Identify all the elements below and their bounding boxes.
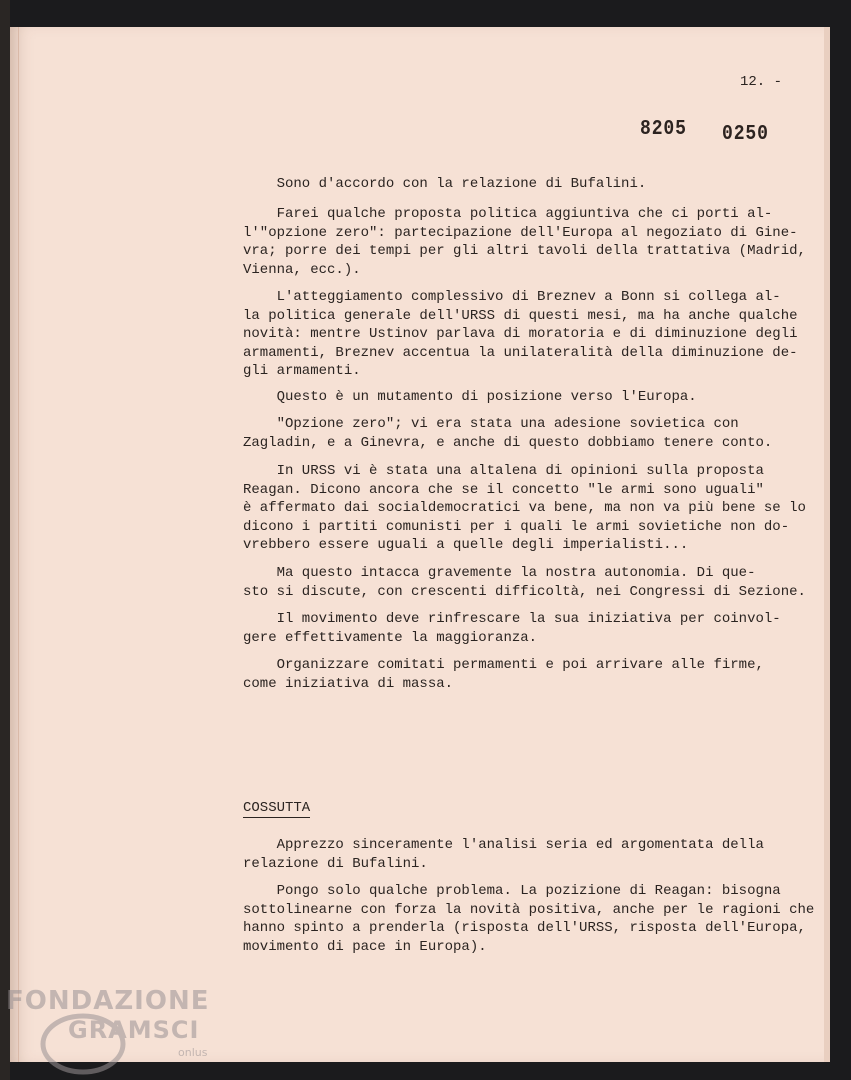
archive-stamp-number: 0250 — [722, 123, 769, 146]
text-line: relazione di Bufalini. — [243, 855, 428, 872]
paragraph — [243, 564, 806, 601]
text-line: sottolinearne con forza la novità positiva, anche per le ragioni che — [243, 901, 815, 918]
text-line: gli armamenti. — [243, 363, 361, 379]
paragraph — [243, 288, 798, 381]
text-line: Sono d'accordo con la relazione di Bufalini. — [243, 176, 647, 192]
speaker-heading: COSSUTTA — [243, 800, 311, 816]
text-line: Questo è un mutamento di posizione verso l'Europa. — [243, 389, 697, 405]
text-line: Apprezzo sinceramente l'analisi seria ed argomentata della — [243, 837, 764, 853]
text-line: L'atteggiamento complessivo di Breznev a Bonn si collega al- — [243, 289, 781, 305]
text-line: Vienna, ecc.). — [243, 261, 361, 278]
paragraph — [243, 388, 783, 407]
paragraph — [243, 205, 806, 279]
text-line: Organizzare comitati permamenti e poi arrivare alle firme, — [243, 657, 764, 673]
gutter-line — [18, 27, 19, 1062]
page-edge — [824, 27, 830, 1062]
binding-edge — [0, 0, 10, 1080]
page-number: 12. - — [740, 74, 783, 90]
paragraph — [243, 656, 783, 693]
text-line: armamenti, Breznev accentua la unilateralità della diminuzione de- — [243, 344, 798, 361]
watermark-line1: FONDAZIONE — [6, 986, 210, 1016]
text-line: movimento di pace in Europa). — [243, 938, 487, 955]
text-line: sto si discute, con crescenti difficoltà, nei Congressi di Sezione. — [243, 583, 806, 600]
watermark-line2: GRAMSCI — [68, 1016, 200, 1044]
text-line: Il movimento deve rinfrescare la sua iniziativa per coinvol- — [243, 611, 781, 627]
paragraph — [243, 836, 783, 873]
text-line: novità: mentre Ustinov parlava di moratoria e di diminuzione degli — [243, 326, 798, 342]
text-line: Farei qualche proposta politica aggiuntiva che ci porti al- — [243, 206, 773, 222]
archive-stamp-number: 8205 — [640, 118, 687, 141]
text-line: l'"opzione zero": partecipazione dell'Europa al negoziato di Gine- — [243, 224, 798, 241]
text-line: come iniziativa di massa. — [243, 675, 454, 692]
fondazione-gramsci-watermark — [6, 986, 226, 1076]
text-line: dicono i partiti comunisti per i quali le armi sovietiche non do- — [243, 518, 790, 535]
watermark-onlus: onlus — [178, 1046, 208, 1059]
text-line: la politica generale dell'URSS di questi mesi, ma ha anche qualche — [243, 307, 798, 324]
text-line: Zagladin, e a Ginevra, e anche di questo dobbiamo tenere conto. — [243, 434, 773, 451]
paragraph — [243, 462, 806, 555]
text-line: è affermato dai socialdemocratici va bene, ma non va più bene se lo — [243, 500, 806, 516]
text-line: Pongo solo qualche problema. La pozizione di Reagan: bisogna — [243, 883, 781, 899]
text-line: vrebbero essere uguali a quelle degli imperialisti... — [243, 537, 689, 553]
paragraph — [243, 882, 815, 956]
text-line: "Opzione zero"; vi era stata una adesione sovietica con — [243, 416, 739, 432]
paragraph — [243, 610, 783, 647]
paragraph — [243, 415, 783, 452]
text-line: vra; porre dei tempi per gli altri tavoli della trattativa (Madrid, — [243, 243, 806, 259]
paragraph — [243, 175, 783, 194]
text-line: hanno spinto a prenderla (risposta dell'URSS, risposta dell'Europa, — [243, 920, 806, 936]
text-line: gere effettivamente la maggioranza. — [243, 629, 538, 646]
text-line: In URSS vi è stata una altalena di opinioni sulla proposta — [243, 463, 764, 479]
text-line: Reagan. Dicono ancora che se il concetto "le armi sono uguali" — [243, 481, 764, 498]
text-line: Ma questo intacca gravemente la nostra autonomia. Di que- — [243, 565, 756, 581]
